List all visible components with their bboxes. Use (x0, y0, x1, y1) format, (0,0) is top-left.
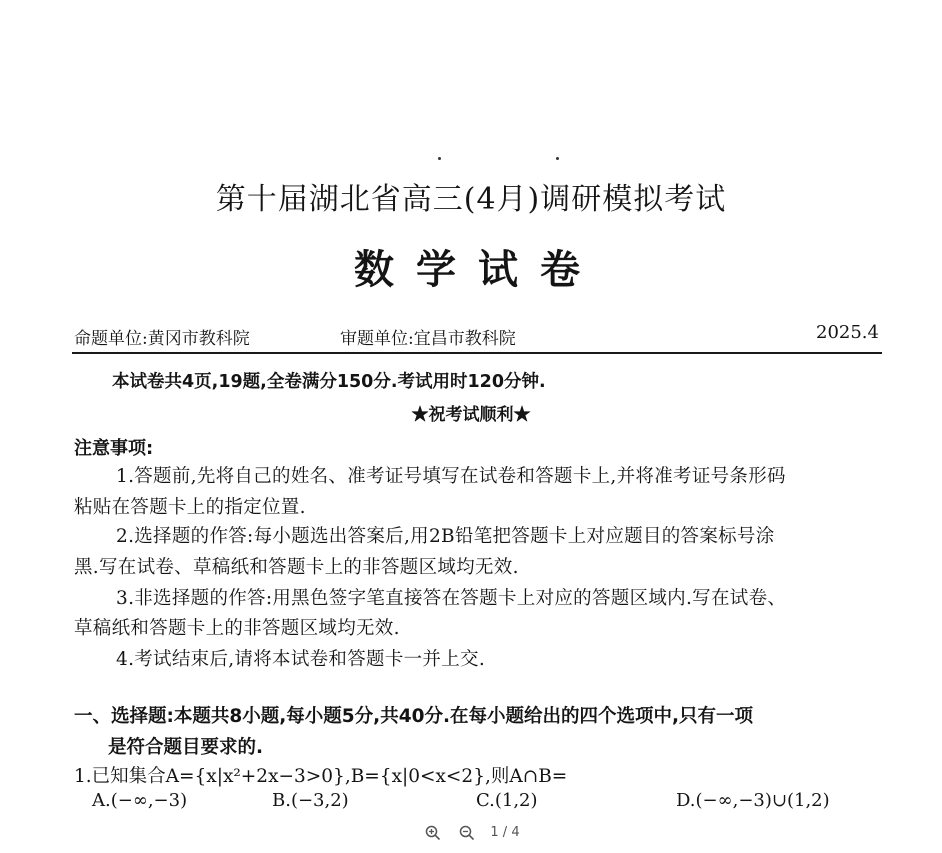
exam-date: 2025.4 (816, 322, 879, 343)
exam-intro: 本试卷共4页,19题,全卷满分150分.考试用时120分钟. (112, 372, 546, 392)
zoom-in-icon[interactable] (422, 822, 444, 844)
scan-dot (438, 157, 441, 160)
notice-line: 草稿纸和答题卡上的非答题区域均无效. (74, 618, 400, 639)
section-heading-cont: 是符合题目要求的. (108, 737, 264, 758)
subject-title: 数学试卷 (354, 247, 602, 293)
setter-unit: 命题单位:黄冈市教科院 (74, 329, 250, 349)
notice-line: 粘贴在答题卡上的指定位置. (74, 497, 306, 518)
page-indicator: 1 / 4 (490, 825, 520, 840)
option-d: D.(−∞,−3)∪(1,2) (676, 790, 830, 811)
viewer-toolbar (0, 812, 942, 853)
option-c: C.(1,2) (476, 790, 538, 811)
section-heading: 一、选择题:本题共8小题,每小题5分,共40分.在每小题给出的四个选项中,只有一项 (74, 706, 754, 727)
reviewer-unit: 审题单位:宜昌市教科院 (340, 329, 516, 349)
notice-line: 4.考试结束后,请将本试卷和答题卡一并上交. (116, 649, 486, 670)
question-1: 1.已知集合A={x|x²+2x−3>0},B={x|0<x<2},则A∩B= (74, 766, 568, 787)
zoom-out-icon[interactable] (456, 822, 478, 844)
notice-line: 3.非选择题的作答:用黑色签字笔直接答在答题卡上对应的答题区域内.写在试卷、 (116, 588, 787, 609)
exam-title: 第十届湖北省高三(4月)调研模拟考试 (215, 182, 727, 217)
notice-line: 2.选择题的作答:每小题选出答案后,用2B铅笔把答题卡上对应题目的答案标号涂 (116, 526, 775, 547)
header-rule (72, 352, 882, 354)
scan-dot (556, 157, 559, 160)
notice-line: 黑.写在试卷、草稿纸和答题卡上的非答题区域均无效. (74, 557, 519, 578)
notice-line: 1.答题前,先将自己的姓名、准考证号填写在试卷和答题卡上,并将准考证号条形码 (116, 466, 786, 487)
notice-heading: 注意事项: (74, 438, 154, 459)
option-b: B.(−3,2) (272, 790, 349, 811)
option-a: A.(−∞,−3) (92, 790, 188, 811)
good-luck-banner: ★祝考试顺利★ (411, 405, 531, 425)
